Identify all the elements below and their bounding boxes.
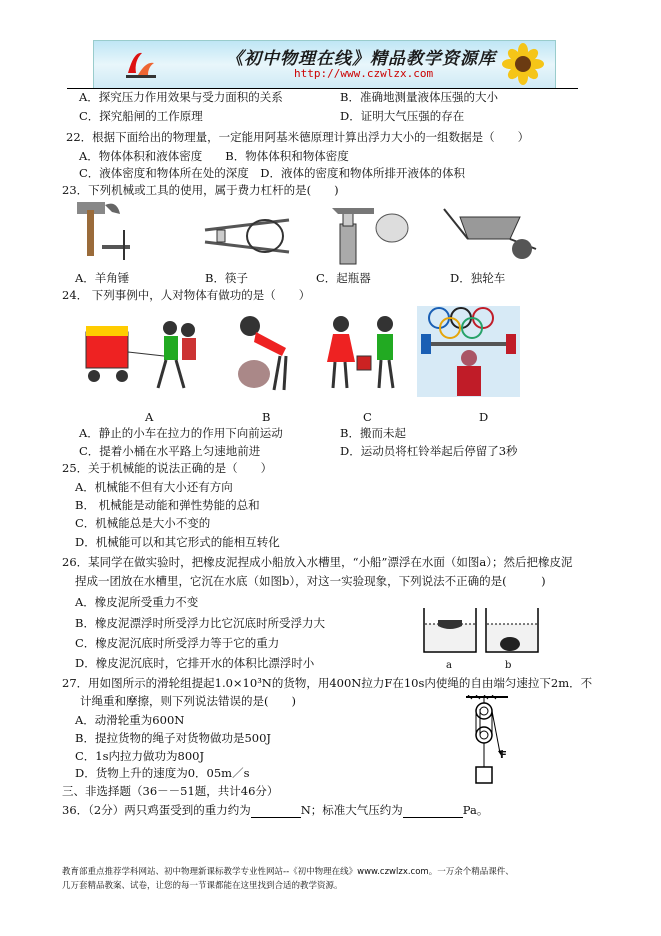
fig-a-label: a	[446, 660, 452, 671]
q36-part3: Pa。	[462, 803, 489, 817]
q23-option-a: A．羊角锤	[75, 271, 130, 285]
banner-url[interactable]: http://www.czwlzx.com	[294, 67, 434, 80]
cart-pulling-image	[80, 312, 205, 394]
q36-blank-1[interactable]	[251, 806, 301, 818]
q22-options-cd: C．液体密度和物体所在处的深度 D．液体的密度和物体所排开液体的体积	[79, 166, 466, 180]
q23-stem: 23．下列机械或工具的使用，属于费力杠杆的是( )	[62, 183, 339, 197]
q25-option-b: B． 机械能是动能和弹性势能的总和	[75, 498, 260, 512]
q36-blank-2[interactable]	[403, 806, 463, 818]
q27-option-b: B．提拉货物的绳子对货物做功是500J	[75, 731, 272, 745]
q26-option-d: D．橡皮泥沉底时，它排开水的体积比漂浮时小	[75, 656, 315, 670]
q36-part2: N；标准大气压约为	[300, 803, 403, 817]
section-3-heading: 三、非选择题（36－－51题，共计46分）	[62, 784, 279, 798]
q24-label-d: D	[479, 410, 489, 424]
q27-option-c: C．1s内拉力做功为800J	[75, 749, 205, 763]
q24-option-a: A．静止的小车在拉力的作用下向前运动	[79, 426, 283, 440]
bottle-opener-image	[322, 202, 414, 268]
water-tank-figure	[420, 606, 544, 656]
q25-option-a: A．机械能不但有大小还有方向	[75, 480, 233, 494]
q21-option-a: A．探究压力作用效果与受力面积的关系	[79, 90, 283, 104]
chopsticks-image	[201, 212, 293, 268]
pulley-system-figure	[462, 695, 512, 787]
q25-option-d: D．机械能可以和其它形式的能相互转化	[75, 535, 280, 549]
banner-title: 《初中物理在线》精品教学资源库	[226, 49, 496, 69]
sunflower-icon	[493, 43, 549, 85]
q27-option-d: D．货物上升的速度为0．05m／s	[75, 766, 250, 780]
q27-stem-line1: 27．用如图所示的滑轮组提起1.0×10³N的货物，用400N拉力F在10s内使绳的自由端匀速拉下2m．不	[62, 676, 593, 690]
claw-hammer-image	[72, 200, 142, 270]
q24-label-b: B	[262, 410, 271, 424]
q22-stem: 22．根据下面给出的物理量，一定能用阿基米德原理计算出浮力大小的一组数据是（ ）	[66, 130, 530, 144]
q24-label-c: C	[363, 410, 372, 424]
q27-option-a: A．动滑轮重为600N	[75, 713, 185, 727]
weightlifter-image	[417, 306, 520, 397]
q26-stem-line1: 26．某同学在做实验时，把橡皮泥捏成小船放入水槽里，“小船”漂浮在水面（如图a）；然后把橡皮泥	[62, 555, 573, 569]
q24-label-a: A	[145, 410, 154, 424]
q25-stem: 25．关于机械能的说法正确的是（ ）	[62, 461, 273, 475]
q24-stem: 24． 下列事例中，人对物体有做功的是（ ）	[62, 288, 311, 302]
lifting-sack-image	[226, 312, 308, 394]
wheelbarrow-image	[440, 203, 548, 263]
footer-line-2: 几万套精品教案、试卷，让您的每一节课都能在这里找到合适的教学资源。	[62, 881, 343, 891]
q21-option-b: B．准确地测量液体压强的大小	[340, 90, 498, 104]
q36-line	[62, 803, 488, 818]
q26-stem-line2: 捏成一团放在水槽里，它沉在水底（如图b），对这一实验现象，下列说法不正确的是( )	[75, 574, 546, 588]
site-logo	[124, 47, 158, 81]
footer-line-1: 教育部重点推荐学科网站、初中物理新课标教学专业性网站--《初中物理在线》www.czwlzx.com。一万余个精品课件、	[62, 867, 514, 877]
q24-option-d: D．运动员将杠铃举起后停留了3秒	[340, 444, 518, 458]
q21-option-c: C．探究船闸的工作原理	[79, 109, 203, 123]
q23-option-c: C．起瓶器	[316, 271, 371, 285]
q23-option-b: B．筷子	[205, 271, 248, 285]
force-f-label: F	[500, 750, 507, 761]
q21-option-d: D．证明大气压强的存在	[340, 109, 465, 123]
header-banner	[93, 40, 556, 89]
q26-option-b: B．橡皮泥漂浮时所受浮力比它沉底时所受浮力大	[75, 616, 325, 630]
carrying-bucket-image	[323, 312, 407, 394]
q25-option-c: C．机械能总是大小不变的	[75, 516, 211, 530]
q36-part1: 36．（2分）两只鸡蛋受到的重力约为	[62, 803, 251, 817]
q26-option-c: C．橡皮泥沉底时所受浮力等于它的重力	[75, 636, 280, 650]
q27-stem-line2: 计绳重和摩擦，则下列说法错误的是( )	[80, 694, 296, 708]
q26-option-a: A．橡皮泥所受重力不变	[75, 595, 199, 609]
q24-option-c: C．提着小桶在水平路上匀速地前进	[79, 444, 261, 458]
fig-b-label: b	[505, 660, 512, 671]
q23-option-d: D．独轮车	[450, 271, 506, 285]
header-rule	[67, 88, 578, 89]
q22-options-ab: A．物体体积和液体密度 B．物体体积和物体密度	[79, 149, 349, 163]
q24-option-b: B．搬而未起	[340, 426, 406, 440]
